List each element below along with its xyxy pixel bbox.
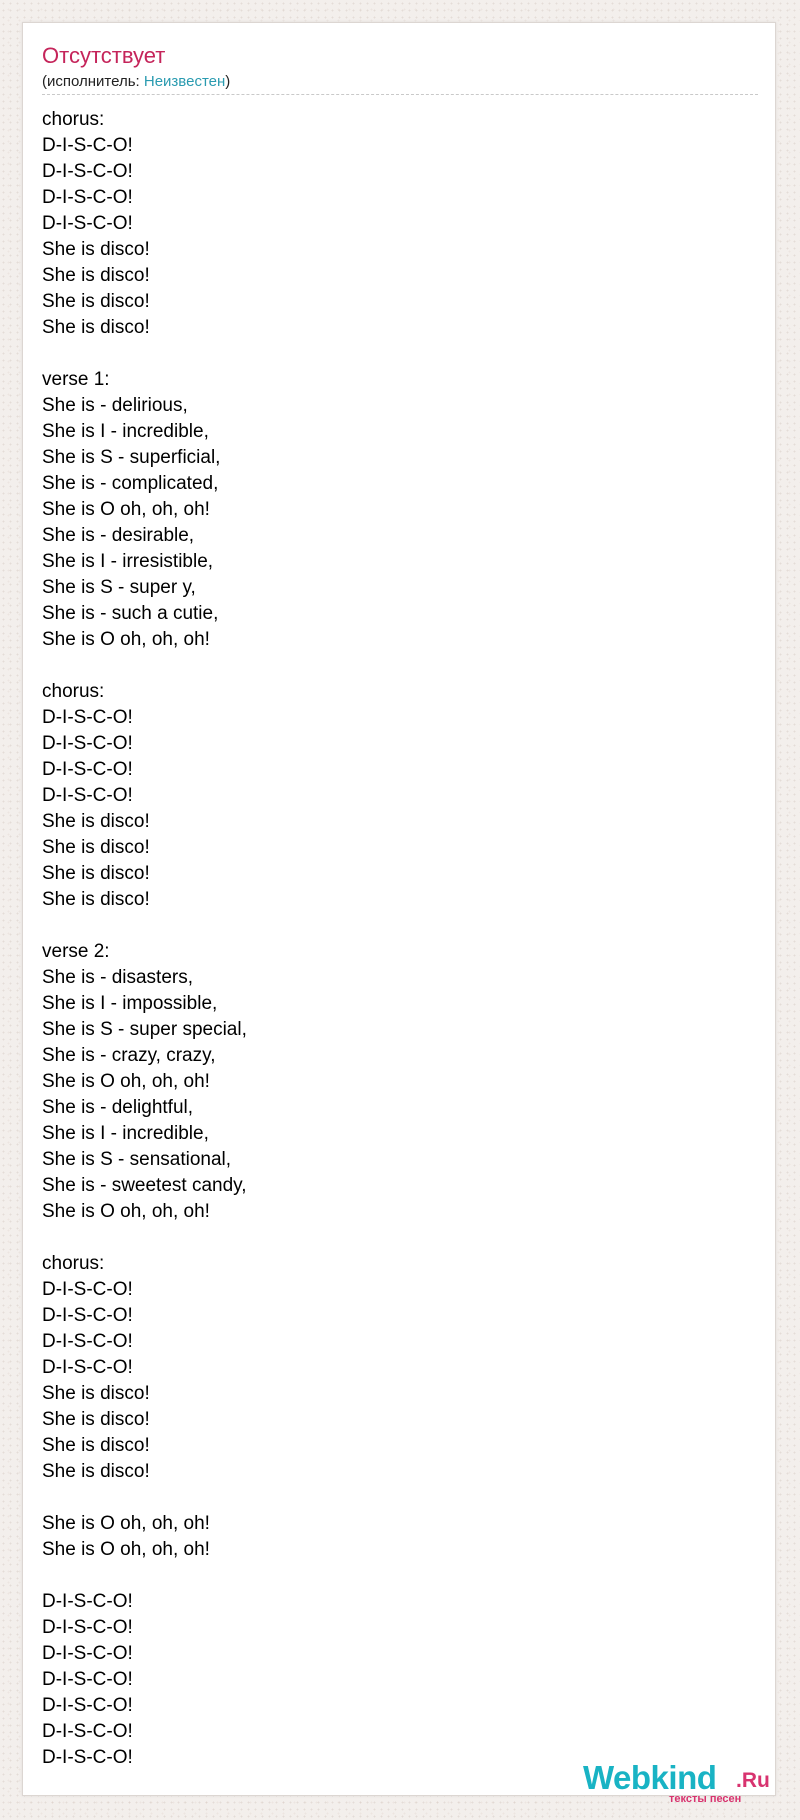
logo-tagline: тексты песен bbox=[669, 1793, 742, 1805]
header-divider bbox=[42, 94, 758, 95]
performer-suffix: ) bbox=[225, 73, 231, 90]
performer-line bbox=[42, 73, 230, 91]
webkind-logo[interactable] bbox=[583, 1760, 773, 1804]
logo-name: Webkind bbox=[583, 1759, 717, 1796]
logo-tld: .Ru bbox=[736, 1769, 770, 1792]
lyrics-text: chorus: D-I-S-C-O! D-I-S-C-O! D-I-S-C-O! D-I-S-C-O! She is disco! She is disco! She is disco! She is disco! verse 1: She is - delirious, She is I - incredible, She is S - superficial, She is - complicated, She is O oh, oh, oh! She is - desirable, She is I - irresistible, She is S - super y, She is - such a cutie, She is O oh, oh, oh! chorus: D-I-S-C-O! D-I-S-C-O! D-I-S-C-O! D-I-S-C-O! She is disco! She is disco! She is disco! She is disco! verse 2: She is - disasters, She is I - impossible, She is S - super special, She is - crazy, crazy, She is O oh, oh, oh! She is - delightful, She is I - incredible, She is S - sensational, She is - sweetest candy, She is O oh, oh, oh! chorus: D-I-S-C-O! D-I-S-C-O! D-I-S-C-O! D-I-S-C-O! She is disco! She is disco! She is disco! She is disco! She is O oh, oh, oh! She is O oh, oh, oh! D-I-S-C-O! D-I-S-C-O! D-I-S-C-O! D-I-S-C-O! D-I-S-C-O! D-I-S-C-O! D-I-S-C-O! bbox=[42, 109, 247, 1768]
lyrics-card bbox=[22, 22, 776, 1805]
performer-prefix: (исполнитель: bbox=[42, 73, 144, 90]
song-title: Отсутствует bbox=[42, 43, 166, 68]
performer-link[interactable]: Неизвестен bbox=[143, 73, 226, 90]
